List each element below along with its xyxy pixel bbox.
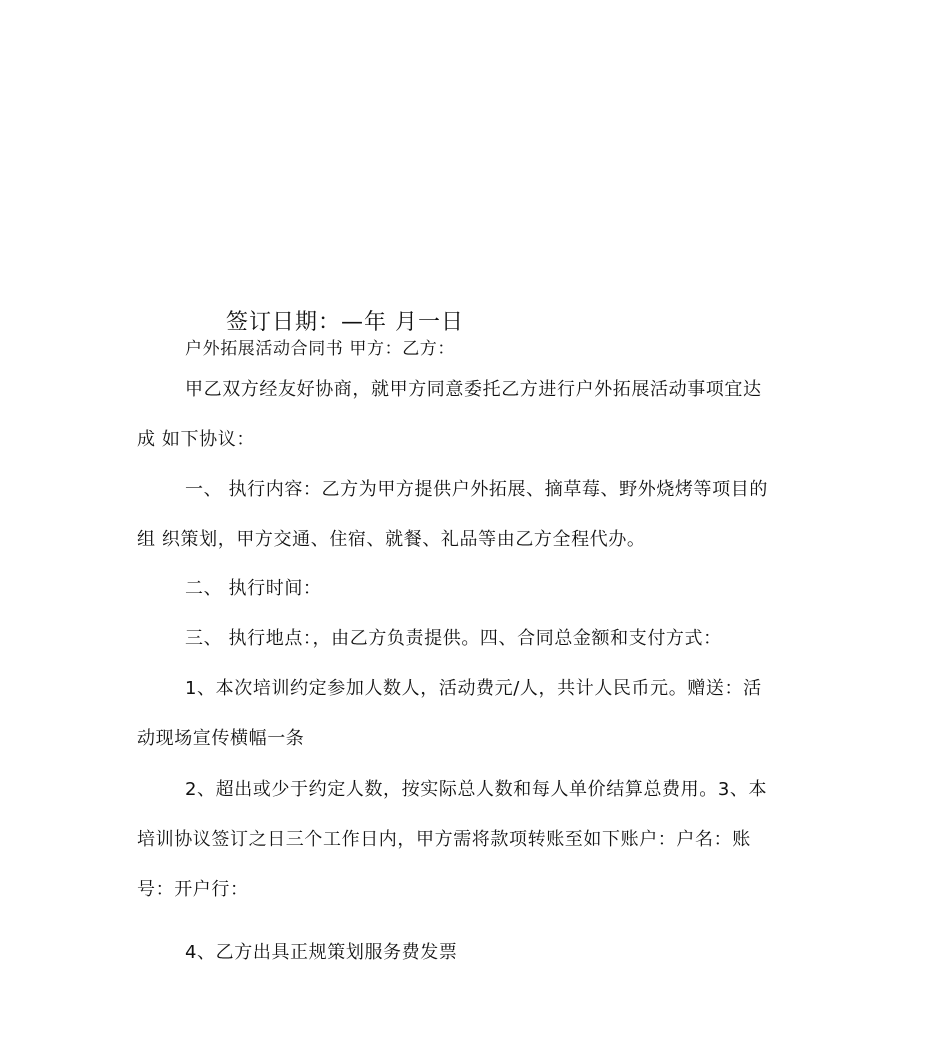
- paragraph-line: 动现场宣传横幅一条: [137, 728, 305, 749]
- paragraph-line: 二、 执行时间：: [185, 578, 322, 599]
- paragraph-line: 4、乙方出具正规策划服务费发票: [185, 942, 458, 963]
- contract-title-line: 户外拓展活动合同书 甲方：乙方：: [185, 339, 456, 359]
- paragraph-line: 甲乙双方经友好协商，就甲方同意委托乙方进行户外拓展活动事项宜达: [185, 379, 762, 400]
- paragraph-line: 1、本次培训约定参加人数人，活动费元/人，共计人民币元。赠送：活: [185, 678, 762, 699]
- paragraph-line: 2、超出或少于约定人数，按实际总人数和每人单价结算总费用。3、本: [185, 779, 768, 800]
- paragraph-line: 三、 执行地点：，由乙方负责提供。四、合同总金额和支付方式：: [185, 628, 722, 649]
- paragraph-line: 组 织策划，甲方交通、住宿、就餐、礼品等由乙方全程代办。: [137, 529, 646, 550]
- paragraph-line: 号：开户行：: [137, 879, 249, 900]
- paragraph-line: 一、 执行内容：乙方为甲方提供户外拓展、摘草莓、野外烧烤等项目的: [185, 479, 768, 500]
- sign-date: 签订日期：—年 月一日: [226, 310, 464, 335]
- paragraph-line: 成 如下协议：: [137, 429, 255, 450]
- paragraph-line: 培训协议签订之日三个工作日内，甲方需将款项转账至如下账户：户名：账: [137, 829, 751, 850]
